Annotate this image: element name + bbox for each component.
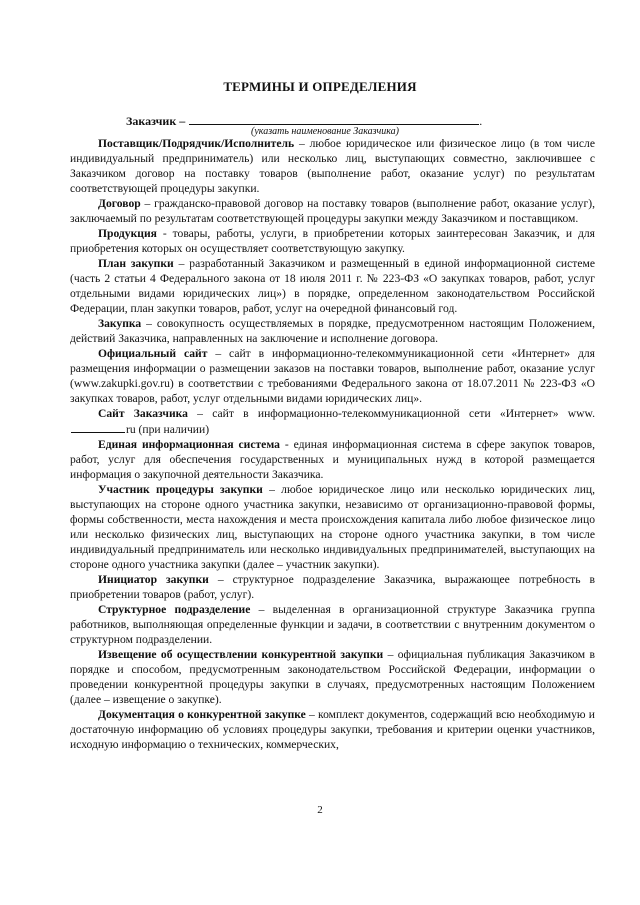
definitions-body bbox=[70, 136, 595, 752]
page-number: 2 bbox=[317, 804, 323, 816]
definition-text: – официальная публикация Заказчиком в порядке и способом, предусмотренным законодательством Российской Федерации, информации о проведении конкурентной процедуры закупки в случаях, предусмотренных настоящим Положением (далее – извещение о закупке). bbox=[70, 648, 595, 706]
definition-term: Инициатор закупки bbox=[98, 573, 209, 586]
definition-text: – структурное подразделение Заказчика, выражающее потребность в приобретении товаров (работ, услуг). bbox=[70, 573, 595, 601]
definition-term: Документация о конкурентной закупке bbox=[98, 708, 306, 721]
definition-text: – сайт в информационно-телекоммуникационной сети «Интернет» bbox=[187, 407, 559, 420]
definition-term: Участник процедуры закупки bbox=[98, 483, 263, 496]
definition-text: – разработанный Заказчиком и размещенный в единой информационной системе (часть 2 статьи 4 Федерального закона от 18 июля 2011 г. № 223-ФЗ «О закупках товаров, работ, услуг отдельными видами юридических лиц») в порядке, определенном законодательством Российской Федерации, план закупки товаров, работ, услуг на очередной финансовый год. bbox=[70, 257, 595, 315]
definition-text: – гражданско-правовой договор на поставку товаров (выполнение работ, оказание услуг), заключаемый по результатам соответствующей процедуры закупки между Заказчиком и поставщиком. bbox=[70, 197, 595, 225]
site-tail: ru (при наличии) bbox=[126, 423, 210, 436]
definition-text: – совокупность осуществляемых в порядке, предусмотренном настоящим Положением, действий Заказчика, направленных на заключение и исполнение договора. bbox=[70, 317, 595, 345]
definition-term: Структурное подразделение bbox=[98, 603, 251, 616]
definition-procurement bbox=[70, 316, 595, 346]
definition-term: Извещение об осуществлении конкурентной закупки bbox=[98, 648, 384, 661]
definition-term: Продукция bbox=[98, 227, 157, 240]
definition-term: Официальный сайт bbox=[98, 347, 208, 360]
definition-participant bbox=[70, 482, 595, 572]
definition-term: План закупки bbox=[98, 257, 174, 270]
definition-text: – комплект документов, содержащий всю необходимую и достаточную информацию об условиях процедуры закупки, требования и критерии оценки участников, исходную информацию о технических, коммерческих, bbox=[70, 708, 596, 751]
site-www: www. bbox=[567, 407, 596, 420]
definition-term: Единая информационная система bbox=[98, 438, 280, 451]
definition-term: Сайт Заказчика bbox=[98, 407, 188, 420]
definition-procurement-plan bbox=[70, 256, 595, 316]
definition-text: – любое юридическое или физическое лицо (в том числе индивидуальный предприниматель) или несколько лиц, выступающих совместно, заключившее с Заказчиком договор на поставку товаров (выполнение работ, оказание услуг) по результатам соответствующей процедуры закупки. bbox=[70, 137, 595, 195]
definition-text: - товары, работы, услуги, в приобретении которых заинтересован Заказчик, и для приобретения которых он осуществляет соответствующую закупку. bbox=[70, 227, 595, 255]
page-title: ТЕРМИНЫ И ОПРЕДЕЛЕНИЯ bbox=[223, 79, 417, 94]
definition-structural-unit bbox=[70, 602, 595, 647]
definition-official-site bbox=[70, 346, 595, 406]
definition-text: – выделенная в организационной структуре Заказчика группа работников, выполняющая определенные функции и задачи, в соответствии с внутренним документом о структурном подразделении. bbox=[70, 603, 595, 646]
customer-end: . bbox=[479, 114, 483, 128]
definition-products bbox=[70, 226, 595, 256]
definition-contract bbox=[70, 196, 595, 226]
definition-notice bbox=[70, 647, 595, 707]
customer-hint: (указать наименование Заказчика) bbox=[251, 126, 399, 137]
definition-term: Закупка bbox=[98, 317, 142, 330]
definition-text: – сайт в информационно-телекоммуникационной сети «Интернет» для размещения информации о размещении заказов на поставки товаров, выполнение работ, оказание услуг (www.zakupki.gov.ru) в соответствии с требованиями Федерального закона от 18.07.2011 № 223-ФЗ «О закупках товаров, работ, услуг отдельными видами юридических лиц». bbox=[70, 347, 595, 405]
definition-text: – любое юридическое лицо или несколько юридических лиц, выступающих на стороне одного участника закупки, независимо от организационно-правовой формы, формы собственности, места нахождения и места происхождения капитала либо любое физическое лицо или несколько физических лиц, выступающих на стороне одного участника закупки, в том числе индивидуальный предприниматель или несколько индивидуальных предпринимателей, выступающих на стороне одного участника закупки (далее – участник закупки). bbox=[70, 483, 596, 571]
definition-customer-site bbox=[70, 406, 595, 437]
definition-supplier bbox=[70, 136, 595, 196]
definition-initiator bbox=[70, 572, 595, 602]
definition-term: Договор bbox=[98, 197, 141, 210]
definition-term: Поставщик/Подрядчик/Исполнитель bbox=[98, 137, 295, 150]
definition-text: - единая информационная система в сфере закупок товаров, работ, услуг для обеспечения государственных и муниципальных нужд в которой размещается информация о закупочной деятельности Заказчика. bbox=[70, 438, 595, 481]
definition-documentation bbox=[70, 707, 595, 752]
definition-unified-system bbox=[70, 437, 595, 482]
site-name-blank bbox=[71, 421, 125, 433]
customer-term: Заказчик – bbox=[126, 114, 186, 128]
